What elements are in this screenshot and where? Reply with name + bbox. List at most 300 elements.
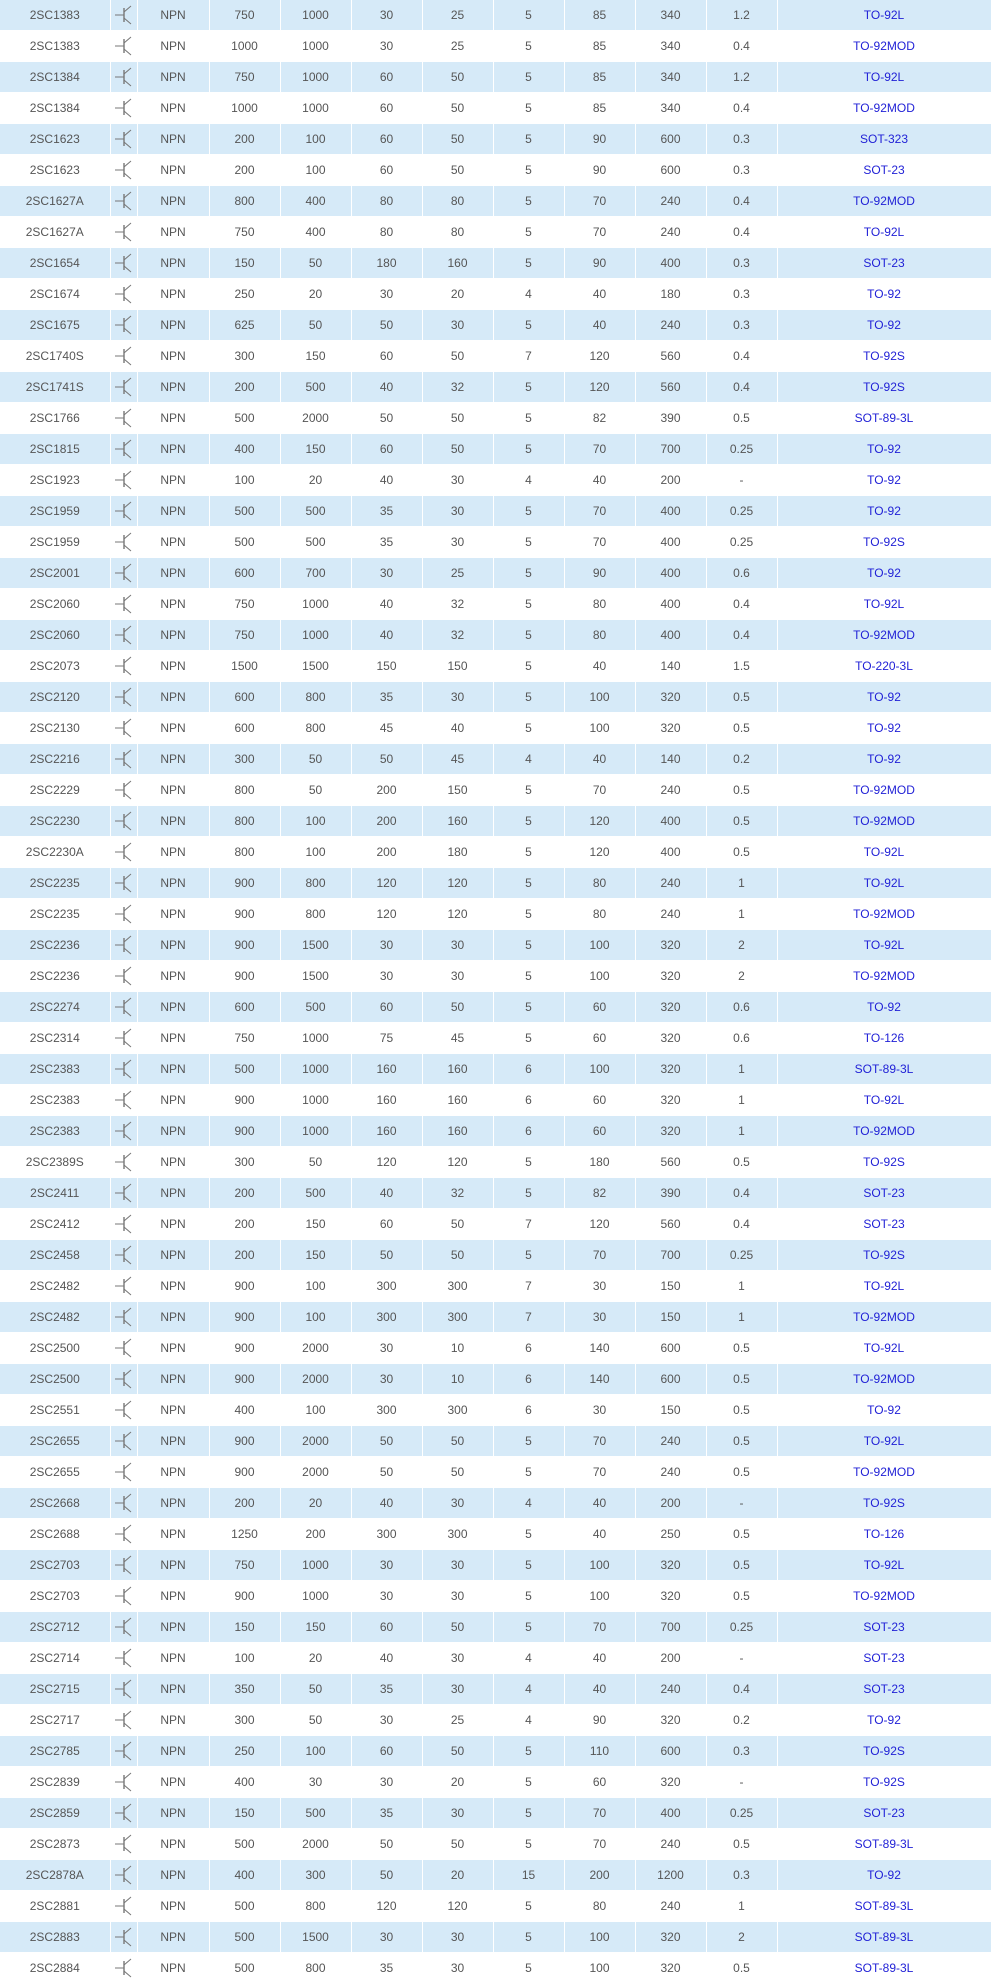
cell-type: NPN — [137, 1519, 209, 1550]
cell-type: NPN — [137, 93, 209, 124]
cell-hfe-max: 600 — [635, 1736, 706, 1767]
cell-vceo: 80 — [351, 186, 422, 217]
cell-symbol — [110, 1085, 137, 1116]
cell-package[interactable]: TO-92 — [777, 682, 991, 713]
cell-package[interactable]: TO-92MOD — [777, 186, 991, 217]
table-row — [0, 1488, 991, 1519]
cell-hfe-min: 85 — [564, 62, 635, 93]
cell-package[interactable]: TO-92 — [777, 744, 991, 775]
cell-hfe-min: 60 — [564, 1023, 635, 1054]
cell-symbol — [110, 992, 137, 1023]
cell-pc: 300 — [209, 744, 280, 775]
npn-transistor-icon — [114, 469, 134, 491]
cell-pc: 300 — [209, 1705, 280, 1736]
cell-package[interactable]: TO-92MOD — [777, 93, 991, 124]
cell-package[interactable]: SOT-89-3L — [777, 1054, 991, 1085]
cell-package[interactable]: SOT-89-3L — [777, 1922, 991, 1953]
cell-symbol — [110, 1178, 137, 1209]
cell-symbol — [110, 1643, 137, 1674]
cell-vcbo: 30 — [422, 1674, 493, 1705]
cell-hfe-min: 100 — [564, 1922, 635, 1953]
cell-symbol — [110, 775, 137, 806]
cell-vebo: 5 — [493, 1426, 564, 1457]
table-row — [0, 713, 991, 744]
cell-vcbo: 50 — [422, 1209, 493, 1240]
cell-ic: 20 — [280, 279, 351, 310]
cell-vcbo: 30 — [422, 1488, 493, 1519]
cell-package[interactable]: TO-92MOD — [777, 806, 991, 837]
cell-symbol — [110, 558, 137, 589]
cell-part-number: 2SC1384 — [0, 62, 110, 93]
table-row — [0, 744, 991, 775]
npn-transistor-icon — [114, 1461, 134, 1483]
cell-package[interactable]: TO-92 — [777, 1395, 991, 1426]
cell-package[interactable]: SOT-23 — [777, 248, 991, 279]
cell-symbol — [110, 1457, 137, 1488]
npn-transistor-icon — [114, 717, 134, 739]
cell-hfe-min: 100 — [564, 1953, 635, 1984]
npn-transistor-icon — [114, 128, 134, 150]
cell-vce-sat: 0.3 — [706, 310, 777, 341]
cell-ic: 2000 — [280, 1457, 351, 1488]
cell-package[interactable]: TO-92L — [777, 1085, 991, 1116]
cell-package[interactable]: TO-92 — [777, 1860, 991, 1891]
cell-hfe-min: 70 — [564, 1240, 635, 1271]
cell-vcbo: 32 — [422, 1178, 493, 1209]
cell-vce-sat: 2 — [706, 930, 777, 961]
cell-vebo: 5 — [493, 1581, 564, 1612]
cell-package[interactable]: SOT-89-3L — [777, 403, 991, 434]
cell-package[interactable]: TO-92 — [777, 279, 991, 310]
cell-hfe-max: 200 — [635, 1643, 706, 1674]
cell-type: NPN — [137, 1271, 209, 1302]
cell-package[interactable]: TO-92MOD — [777, 620, 991, 651]
table-row — [0, 899, 991, 930]
cell-package[interactable]: TO-92S — [777, 1240, 991, 1271]
cell-package[interactable]: TO-92MOD — [777, 31, 991, 62]
cell-vebo: 5 — [493, 899, 564, 930]
cell-type: NPN — [137, 651, 209, 682]
cell-hfe-max: 400 — [635, 496, 706, 527]
cell-pc: 900 — [209, 1457, 280, 1488]
table-row — [0, 1705, 991, 1736]
cell-hfe-max: 150 — [635, 1302, 706, 1333]
cell-vebo: 5 — [493, 310, 564, 341]
cell-vce-sat: 0.5 — [706, 682, 777, 713]
cell-vcbo: 30 — [422, 496, 493, 527]
cell-package[interactable]: TO-92S — [777, 372, 991, 403]
cell-symbol — [110, 31, 137, 62]
cell-ic: 50 — [280, 1705, 351, 1736]
table-row — [0, 1178, 991, 1209]
cell-symbol — [110, 527, 137, 558]
npn-transistor-icon — [114, 1244, 134, 1266]
cell-part-number: 2SC2216 — [0, 744, 110, 775]
npn-transistor-icon — [114, 407, 134, 429]
cell-symbol — [110, 93, 137, 124]
cell-vebo: 5 — [493, 1147, 564, 1178]
cell-symbol — [110, 589, 137, 620]
table-row — [0, 1643, 991, 1674]
cell-part-number: 2SC2235 — [0, 868, 110, 899]
cell-part-number: 2SC2073 — [0, 651, 110, 682]
cell-package[interactable]: TO-92S — [777, 1767, 991, 1798]
cell-type: NPN — [137, 682, 209, 713]
cell-package[interactable]: TO-92 — [777, 1705, 991, 1736]
cell-vce-sat: 1 — [706, 1054, 777, 1085]
cell-hfe-min: 40 — [564, 651, 635, 682]
cell-vcbo: 30 — [422, 1643, 493, 1674]
cell-package[interactable]: SOT-23 — [777, 1674, 991, 1705]
cell-vce-sat: 0.5 — [706, 806, 777, 837]
cell-part-number: 2SC2235 — [0, 899, 110, 930]
cell-pc: 600 — [209, 682, 280, 713]
cell-type: NPN — [137, 806, 209, 837]
table-row — [0, 1240, 991, 1271]
cell-vcbo: 120 — [422, 899, 493, 930]
cell-vce-sat: 0.25 — [706, 496, 777, 527]
npn-transistor-icon — [114, 1213, 134, 1235]
cell-vce-sat: 0.5 — [706, 1395, 777, 1426]
cell-type: NPN — [137, 341, 209, 372]
cell-package[interactable]: TO-92S — [777, 341, 991, 372]
cell-vceo: 30 — [351, 930, 422, 961]
cell-package[interactable]: TO-92L — [777, 837, 991, 868]
cell-package[interactable]: TO-92L — [777, 0, 991, 31]
cell-package[interactable]: SOT-23 — [777, 1798, 991, 1829]
cell-package[interactable]: TO-92MOD — [777, 1581, 991, 1612]
cell-package[interactable]: TO-92L — [777, 1271, 991, 1302]
cell-package[interactable]: TO-92MOD — [777, 899, 991, 930]
cell-symbol — [110, 1891, 137, 1922]
cell-package[interactable]: TO-92 — [777, 465, 991, 496]
cell-vebo: 5 — [493, 527, 564, 558]
cell-ic: 100 — [280, 837, 351, 868]
cell-ic: 1000 — [280, 31, 351, 62]
cell-part-number: 2SC1627A — [0, 217, 110, 248]
cell-type: NPN — [137, 310, 209, 341]
cell-package[interactable]: TO-92S — [777, 527, 991, 558]
cell-hfe-max: 240 — [635, 1426, 706, 1457]
table-row — [0, 651, 991, 682]
cell-vceo: 60 — [351, 93, 422, 124]
cell-vebo: 5 — [493, 1798, 564, 1829]
cell-hfe-max: 320 — [635, 1085, 706, 1116]
cell-package[interactable]: TO-92L — [777, 217, 991, 248]
cell-vcbo: 80 — [422, 186, 493, 217]
cell-ic: 200 — [280, 1519, 351, 1550]
table-row — [0, 1891, 991, 1922]
cell-vebo: 5 — [493, 1178, 564, 1209]
cell-ic: 20 — [280, 465, 351, 496]
cell-vebo: 5 — [493, 961, 564, 992]
npn-transistor-icon — [114, 66, 134, 88]
cell-part-number: 2SC2878A — [0, 1860, 110, 1891]
cell-hfe-max: 340 — [635, 93, 706, 124]
cell-pc: 500 — [209, 403, 280, 434]
cell-package[interactable]: SOT-23 — [777, 1612, 991, 1643]
npn-transistor-icon — [114, 376, 134, 398]
cell-hfe-min: 120 — [564, 806, 635, 837]
cell-package[interactable]: SOT-89-3L — [777, 1829, 991, 1860]
cell-vceo: 300 — [351, 1302, 422, 1333]
npn-transistor-icon — [114, 500, 134, 522]
cell-package[interactable]: TO-92L — [777, 930, 991, 961]
cell-hfe-min: 90 — [564, 155, 635, 186]
table-row — [0, 527, 991, 558]
cell-vcbo: 50 — [422, 93, 493, 124]
cell-part-number: 2SC2236 — [0, 930, 110, 961]
cell-package[interactable]: SOT-89-3L — [777, 1953, 991, 1984]
cell-pc: 200 — [209, 1209, 280, 1240]
cell-vcbo: 32 — [422, 372, 493, 403]
cell-vce-sat: 0.3 — [706, 1736, 777, 1767]
npn-transistor-icon — [114, 686, 134, 708]
cell-pc: 750 — [209, 0, 280, 31]
cell-hfe-max: 320 — [635, 1054, 706, 1085]
cell-package[interactable]: SOT-23 — [777, 1178, 991, 1209]
cell-vce-sat: 1 — [706, 1302, 777, 1333]
cell-part-number: 2SC2001 — [0, 558, 110, 589]
cell-vcbo: 45 — [422, 744, 493, 775]
cell-package[interactable]: SOT-323 — [777, 124, 991, 155]
cell-package[interactable]: TO-92S — [777, 1147, 991, 1178]
npn-transistor-icon — [114, 655, 134, 677]
cell-package[interactable]: TO-92 — [777, 713, 991, 744]
cell-pc: 800 — [209, 837, 280, 868]
cell-package[interactable]: TO-92S — [777, 1736, 991, 1767]
cell-package[interactable]: TO-92 — [777, 434, 991, 465]
cell-pc: 750 — [209, 217, 280, 248]
cell-vceo: 30 — [351, 558, 422, 589]
cell-package[interactable]: TO-92L — [777, 589, 991, 620]
cell-package[interactable]: TO-220-3L — [777, 651, 991, 682]
cell-package[interactable]: SOT-23 — [777, 1643, 991, 1674]
cell-type: NPN — [137, 1085, 209, 1116]
cell-vebo: 5 — [493, 155, 564, 186]
cell-package[interactable]: TO-92L — [777, 1426, 991, 1457]
cell-package[interactable]: TO-126 — [777, 1023, 991, 1054]
cell-vcbo: 160 — [422, 806, 493, 837]
cell-ic: 800 — [280, 868, 351, 899]
npn-transistor-icon — [114, 190, 134, 212]
cell-hfe-max: 250 — [635, 1519, 706, 1550]
npn-transistor-icon — [114, 841, 134, 863]
table-row — [0, 217, 991, 248]
cell-part-number: 2SC1740S — [0, 341, 110, 372]
cell-vcbo: 30 — [422, 1581, 493, 1612]
cell-package[interactable]: SOT-23 — [777, 155, 991, 186]
cell-pc: 400 — [209, 1860, 280, 1891]
npn-transistor-icon — [114, 1833, 134, 1855]
cell-vceo: 60 — [351, 434, 422, 465]
cell-symbol — [110, 1674, 137, 1705]
npn-transistor-icon — [114, 221, 134, 243]
cell-vebo: 5 — [493, 1953, 564, 1984]
cell-vce-sat: 0.6 — [706, 558, 777, 589]
cell-vebo: 5 — [493, 682, 564, 713]
table-row — [0, 1581, 991, 1612]
cell-type: NPN — [137, 899, 209, 930]
cell-hfe-min: 100 — [564, 930, 635, 961]
cell-package[interactable]: TO-92 — [777, 496, 991, 527]
cell-symbol — [110, 1953, 137, 1984]
cell-vebo: 5 — [493, 434, 564, 465]
cell-vceo: 35 — [351, 1674, 422, 1705]
cell-package[interactable]: SOT-89-3L — [777, 1891, 991, 1922]
cell-package[interactable]: SOT-23 — [777, 1209, 991, 1240]
table-row — [0, 31, 991, 62]
cell-ic: 50 — [280, 1147, 351, 1178]
cell-hfe-max: 1200 — [635, 1860, 706, 1891]
cell-package[interactable]: TO-92L — [777, 1550, 991, 1581]
cell-vebo: 5 — [493, 248, 564, 279]
cell-vceo: 60 — [351, 1612, 422, 1643]
cell-ic: 800 — [280, 713, 351, 744]
cell-pc: 250 — [209, 1736, 280, 1767]
cell-part-number: 2SC2060 — [0, 620, 110, 651]
npn-transistor-icon — [114, 965, 134, 987]
cell-vebo: 5 — [493, 93, 564, 124]
table-row — [0, 930, 991, 961]
cell-vebo: 5 — [493, 713, 564, 744]
cell-symbol — [110, 961, 137, 992]
cell-part-number: 2SC2883 — [0, 1922, 110, 1953]
cell-package[interactable]: TO-126 — [777, 1519, 991, 1550]
cell-pc: 900 — [209, 1426, 280, 1457]
cell-ic: 800 — [280, 899, 351, 930]
cell-hfe-max: 600 — [635, 124, 706, 155]
cell-hfe-max: 600 — [635, 1364, 706, 1395]
npn-transistor-icon — [114, 1058, 134, 1080]
cell-ic: 1500 — [280, 1922, 351, 1953]
cell-ic: 1500 — [280, 651, 351, 682]
cell-package[interactable]: TO-92L — [777, 1333, 991, 1364]
cell-type: NPN — [137, 1333, 209, 1364]
cell-type: NPN — [137, 1829, 209, 1860]
cell-hfe-min: 70 — [564, 527, 635, 558]
npn-transistor-icon — [114, 1120, 134, 1142]
cell-vcbo: 160 — [422, 1085, 493, 1116]
cell-pc: 900 — [209, 961, 280, 992]
cell-vcbo: 150 — [422, 651, 493, 682]
cell-ic: 400 — [280, 217, 351, 248]
cell-vce-sat: 0.5 — [706, 1550, 777, 1581]
table-row — [0, 961, 991, 992]
cell-hfe-min: 70 — [564, 1426, 635, 1457]
cell-ic: 2000 — [280, 403, 351, 434]
cell-hfe-min: 40 — [564, 310, 635, 341]
cell-hfe-max: 200 — [635, 1488, 706, 1519]
table-row — [0, 837, 991, 868]
table-row — [0, 1426, 991, 1457]
cell-pc: 600 — [209, 713, 280, 744]
cell-ic: 2000 — [280, 1333, 351, 1364]
cell-vceo: 50 — [351, 1860, 422, 1891]
cell-vceo: 200 — [351, 806, 422, 837]
cell-vcbo: 120 — [422, 1891, 493, 1922]
cell-ic: 1000 — [280, 93, 351, 124]
cell-package[interactable]: TO-92 — [777, 992, 991, 1023]
cell-hfe-min: 120 — [564, 341, 635, 372]
cell-pc: 300 — [209, 1147, 280, 1178]
cell-hfe-min: 100 — [564, 961, 635, 992]
cell-hfe-max: 240 — [635, 775, 706, 806]
cell-vceo: 200 — [351, 775, 422, 806]
npn-transistor-icon — [114, 1926, 134, 1948]
cell-ic: 150 — [280, 341, 351, 372]
cell-hfe-min: 70 — [564, 1798, 635, 1829]
cell-vceo: 120 — [351, 1147, 422, 1178]
cell-vceo: 60 — [351, 1736, 422, 1767]
npn-transistor-icon — [114, 1802, 134, 1824]
cell-ic: 800 — [280, 1891, 351, 1922]
cell-vcbo: 150 — [422, 775, 493, 806]
cell-package[interactable]: TO-92MOD — [777, 1457, 991, 1488]
cell-hfe-min: 80 — [564, 620, 635, 651]
cell-hfe-max: 240 — [635, 899, 706, 930]
cell-vceo: 120 — [351, 868, 422, 899]
cell-hfe-max: 180 — [635, 279, 706, 310]
cell-package[interactable]: TO-92S — [777, 1488, 991, 1519]
cell-ic: 1000 — [280, 62, 351, 93]
cell-type: NPN — [137, 1302, 209, 1333]
cell-package[interactable]: TO-92MOD — [777, 1116, 991, 1147]
cell-package[interactable]: TO-92 — [777, 558, 991, 589]
table-row — [0, 434, 991, 465]
cell-package[interactable]: TO-92 — [777, 310, 991, 341]
cell-package[interactable]: TO-92L — [777, 62, 991, 93]
cell-vcbo: 45 — [422, 1023, 493, 1054]
cell-vce-sat: 1 — [706, 1085, 777, 1116]
cell-hfe-min: 70 — [564, 1457, 635, 1488]
cell-type: NPN — [137, 1581, 209, 1612]
cell-vcbo: 300 — [422, 1519, 493, 1550]
table-row — [0, 1457, 991, 1488]
cell-type: NPN — [137, 1612, 209, 1643]
cell-type: NPN — [137, 496, 209, 527]
cell-ic: 1000 — [280, 589, 351, 620]
cell-vebo: 5 — [493, 217, 564, 248]
cell-vce-sat: 0.4 — [706, 1209, 777, 1240]
table-row — [0, 1023, 991, 1054]
cell-pc: 900 — [209, 930, 280, 961]
cell-type: NPN — [137, 1209, 209, 1240]
cell-ic: 1000 — [280, 0, 351, 31]
cell-hfe-min: 70 — [564, 434, 635, 465]
cell-type: NPN — [137, 0, 209, 31]
cell-vce-sat: 0.5 — [706, 713, 777, 744]
cell-pc: 400 — [209, 1395, 280, 1426]
cell-package[interactable]: TO-92MOD — [777, 775, 991, 806]
table-row — [0, 1147, 991, 1178]
cell-vce-sat: 0.25 — [706, 1612, 777, 1643]
cell-package[interactable]: TO-92MOD — [777, 1302, 991, 1333]
cell-symbol — [110, 1488, 137, 1519]
cell-hfe-max: 390 — [635, 403, 706, 434]
cell-vceo: 30 — [351, 1364, 422, 1395]
npn-transistor-icon — [114, 1182, 134, 1204]
cell-package[interactable]: TO-92L — [777, 868, 991, 899]
cell-package[interactable]: TO-92MOD — [777, 1364, 991, 1395]
npn-transistor-icon — [114, 1523, 134, 1545]
table-row — [0, 372, 991, 403]
cell-symbol — [110, 1860, 137, 1891]
cell-package[interactable]: TO-92MOD — [777, 961, 991, 992]
cell-vce-sat: 0.4 — [706, 620, 777, 651]
npn-transistor-icon — [114, 4, 134, 26]
cell-part-number: 2SC2873 — [0, 1829, 110, 1860]
